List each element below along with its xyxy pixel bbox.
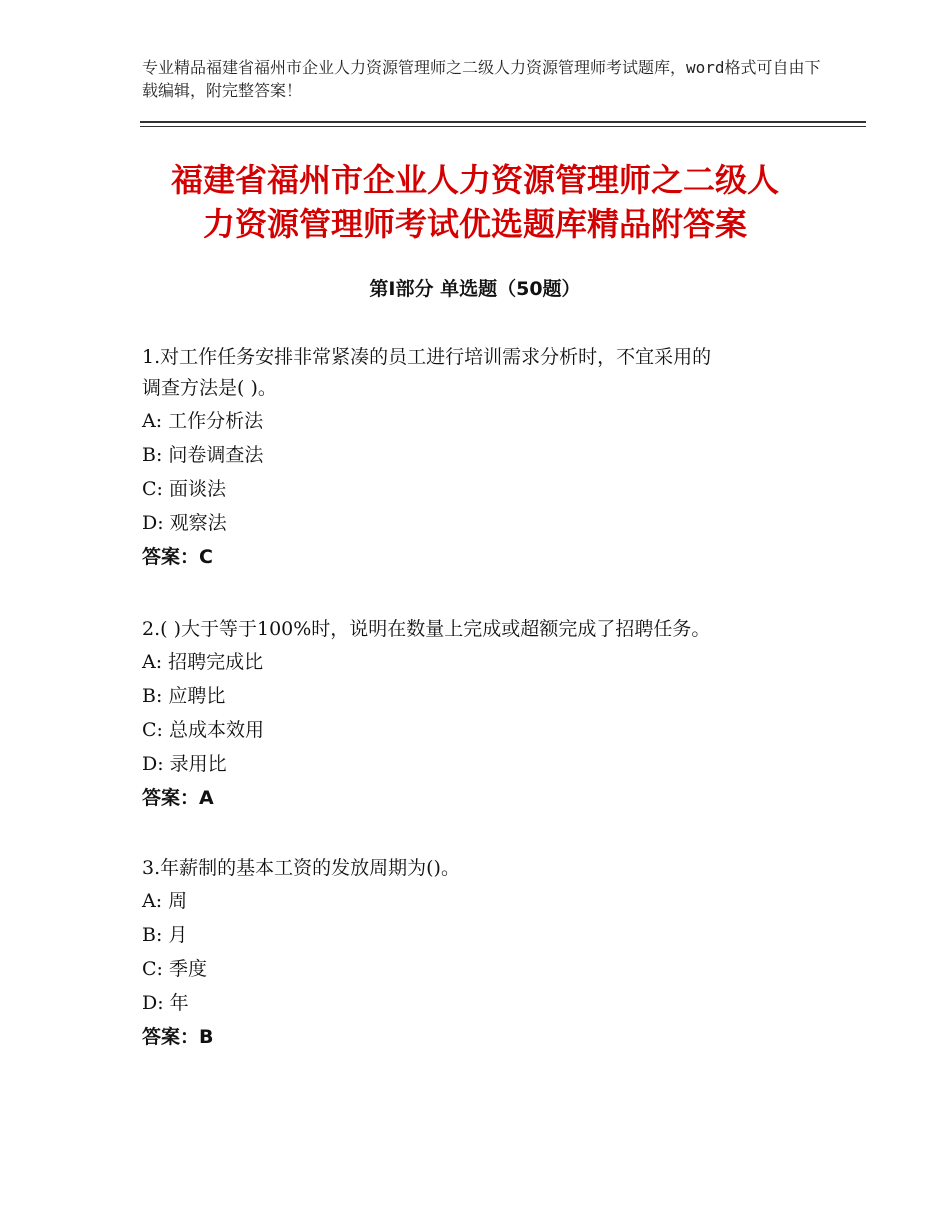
question-stem-line: 调查方法是( )。 xyxy=(142,377,277,399)
question-stem xyxy=(142,614,822,645)
question-stem-line: 3.年薪制的基本工资的发放周期为()。 xyxy=(142,857,460,879)
question-stem-line: 1.对工作任务安排非常紧凑的员工进行培训需求分析时，不宜采用的 xyxy=(142,346,712,368)
question-2 xyxy=(142,614,822,815)
option-c: C: 总成本效用 xyxy=(142,719,264,741)
header-divider-thin xyxy=(140,126,866,127)
option-d: D: 年 xyxy=(142,992,189,1014)
page-title-line-2: 力资源管理师考试优选题库精品附答案 xyxy=(202,205,747,243)
option-a: A: 工作分析法 xyxy=(142,410,264,432)
question-stem xyxy=(142,853,822,884)
option-c: C: 季度 xyxy=(142,958,207,980)
option-b: B: 应聘比 xyxy=(142,685,226,707)
page-title-line-1: 福建省福州市企业人力资源管理师之二级人 xyxy=(170,161,779,199)
question-3 xyxy=(142,853,822,1054)
answer-label: 答案：A xyxy=(142,787,214,809)
option-d: D: 录用比 xyxy=(142,753,227,775)
option-c: C: 面谈法 xyxy=(142,478,226,500)
page-title xyxy=(100,158,850,246)
option-a: A: 周 xyxy=(142,890,188,912)
option-a: A: 招聘完成比 xyxy=(142,651,264,673)
option-b: B: 问卷调查法 xyxy=(142,444,264,466)
question-stem xyxy=(142,342,822,404)
option-b: B: 月 xyxy=(142,924,188,946)
option-d: D: 观察法 xyxy=(142,512,227,534)
answer-label: 答案：C xyxy=(142,546,213,568)
answer-label: 答案：B xyxy=(142,1026,214,1048)
question-1 xyxy=(142,342,822,574)
section-heading: 第Ⅰ部分 单选题（50题） xyxy=(369,278,581,300)
question-stem-line: 2.( )大于等于100%时，说明在数量上完成或超额完成了招聘任务。 xyxy=(142,618,711,640)
header-note: 专业精品福建省福州市企业人力资源管理师之二级人力资源管理师考试题库，word格式可自由下载编辑，附完整答案！ xyxy=(142,58,821,100)
header-divider-thick xyxy=(140,121,866,123)
